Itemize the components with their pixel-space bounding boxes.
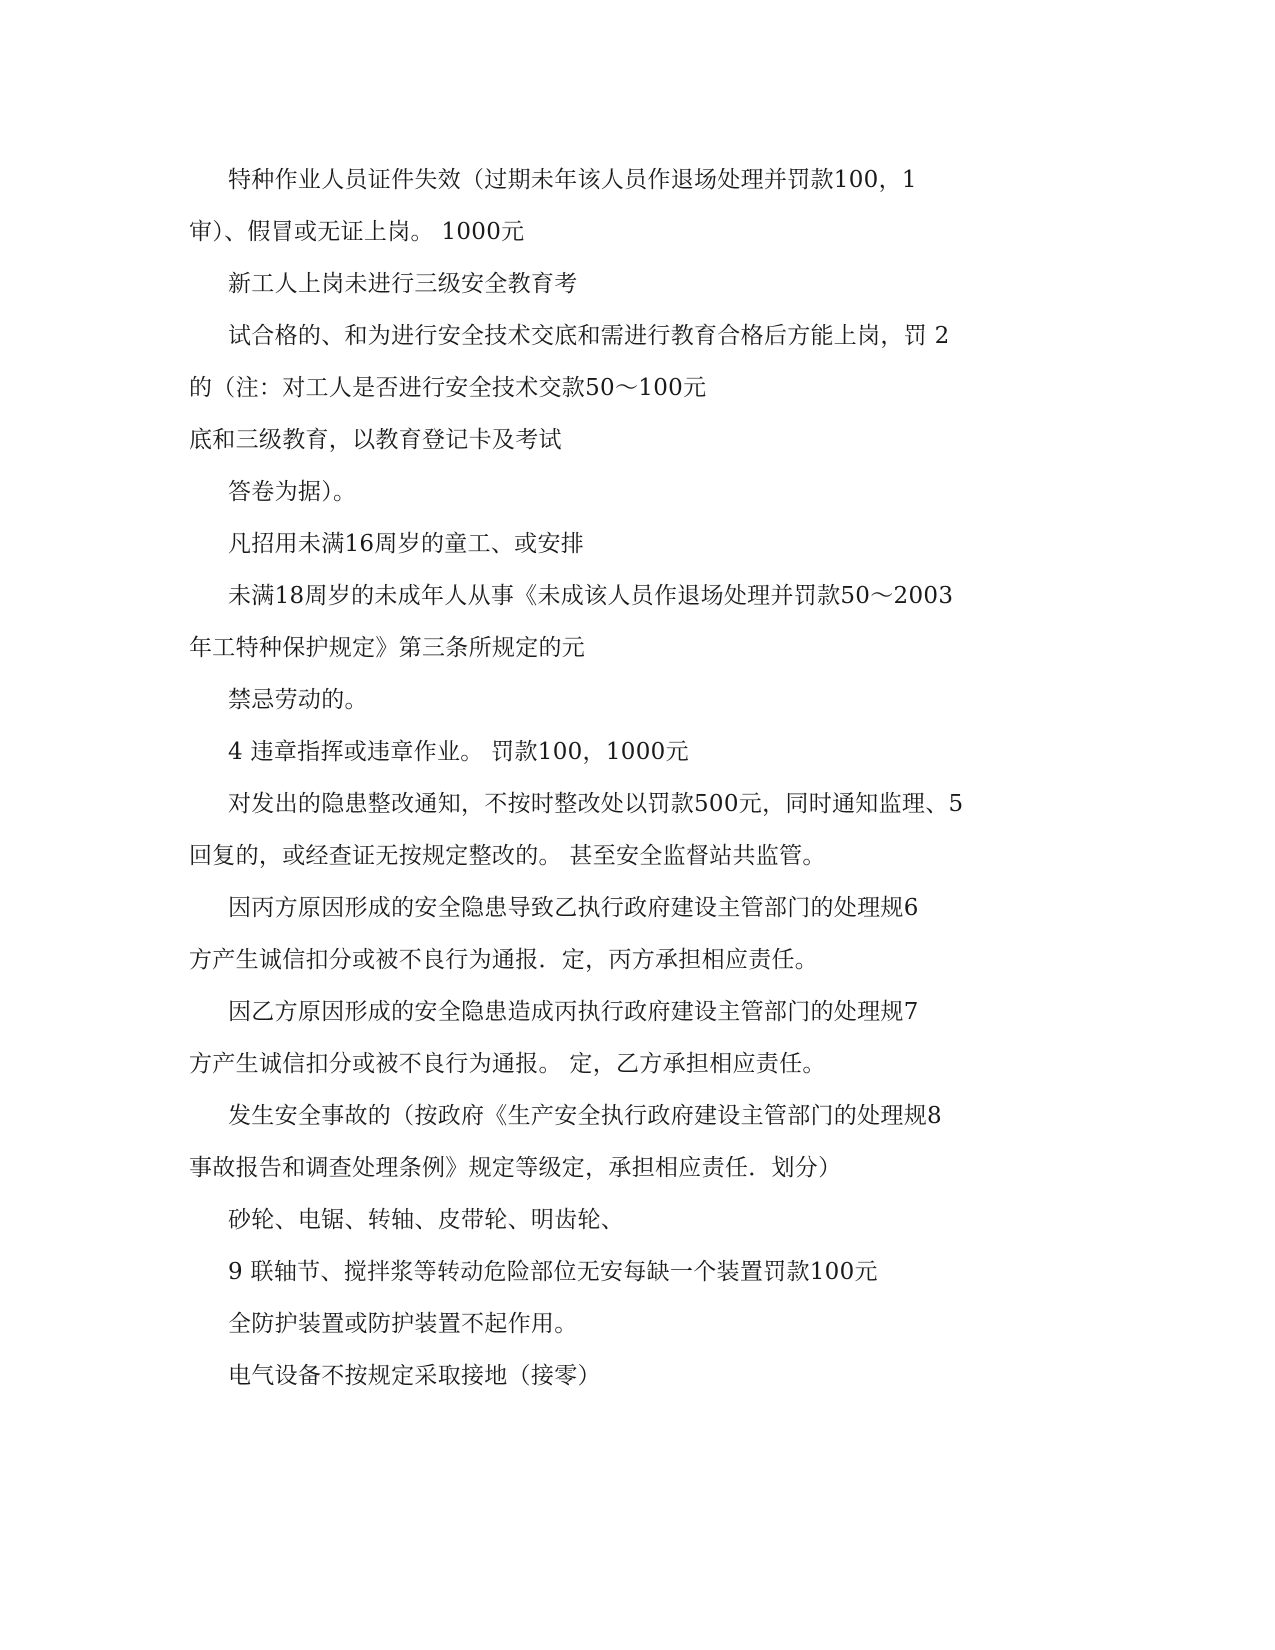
text-line-9: 未满18周岁的未成年人从事《未成该人员作退场处理并罚款50～2003 <box>228 583 954 609</box>
text-line-19: 发生安全事故的（按政府《生产安全执行政府建设主管部门的处理规8 <box>228 1103 942 1129</box>
text-line-13: 对发出的隐患整改通知，不按时整改处以罚款500元，同时通知监理、5 <box>228 791 964 817</box>
text-line-12: 4 违章指挥或违章作业。 罚款100，1000元 <box>228 739 689 765</box>
text-line-17: 因乙方原因形成的安全隐患造成丙执行政府建设主管部门的处理规7 <box>228 999 919 1025</box>
text-line-1: 特种作业人员证件失效（过期未年该人员作退场处理并罚款100，1 <box>228 167 917 193</box>
text-line-4: 试合格的、和为进行安全技术交底和需进行教育合格后方能上岗，罚 2 <box>228 323 950 349</box>
text-line-10: 年工特种保护规定》第三条所规定的元 <box>189 635 586 661</box>
text-line-3: 新工人上岗未进行三级安全教育考 <box>228 271 578 297</box>
text-line-21: 砂轮、电锯、转轴、皮带轮、明齿轮、 <box>228 1207 625 1233</box>
text-line-6: 底和三级教育，以教育登记卡及考试 <box>189 427 562 453</box>
text-line-5: 的（注：对工人是否进行安全技术交款50～100元 <box>189 375 707 401</box>
text-line-23: 全防护装置或防护装置不起作用。 <box>228 1311 578 1337</box>
text-line-22: 9 联轴节、搅拌浆等转动危险部位无安每缺一个装置罚款100元 <box>228 1259 878 1285</box>
text-line-24: 电气设备不按规定采取接地（接零） <box>228 1363 601 1389</box>
text-line-20: 事故报告和调查处理条例》规定等级定，承担相应责任．划分） <box>189 1155 842 1181</box>
text-line-15: 因丙方原因形成的安全隐患导致乙执行政府建设主管部门的处理规6 <box>228 895 919 921</box>
text-line-7: 答卷为据）。 <box>228 479 357 505</box>
text-line-2: 审）、假冒或无证上岗。 1000元 <box>189 219 525 245</box>
text-line-8: 凡招用未满16周岁的童工、或安排 <box>228 531 585 557</box>
text-line-16: 方产生诚信扣分或被不良行为通报．定，丙方承担相应责任。 <box>189 947 819 973</box>
text-line-18: 方产生诚信扣分或被不良行为通报。 定，乙方承担相应责任。 <box>189 1051 826 1077</box>
text-line-11: 禁忌劳动的。 <box>228 687 368 713</box>
text-line-14: 回复的，或经查证无按规定整改的。 甚至安全监督站共监管。 <box>189 843 826 869</box>
